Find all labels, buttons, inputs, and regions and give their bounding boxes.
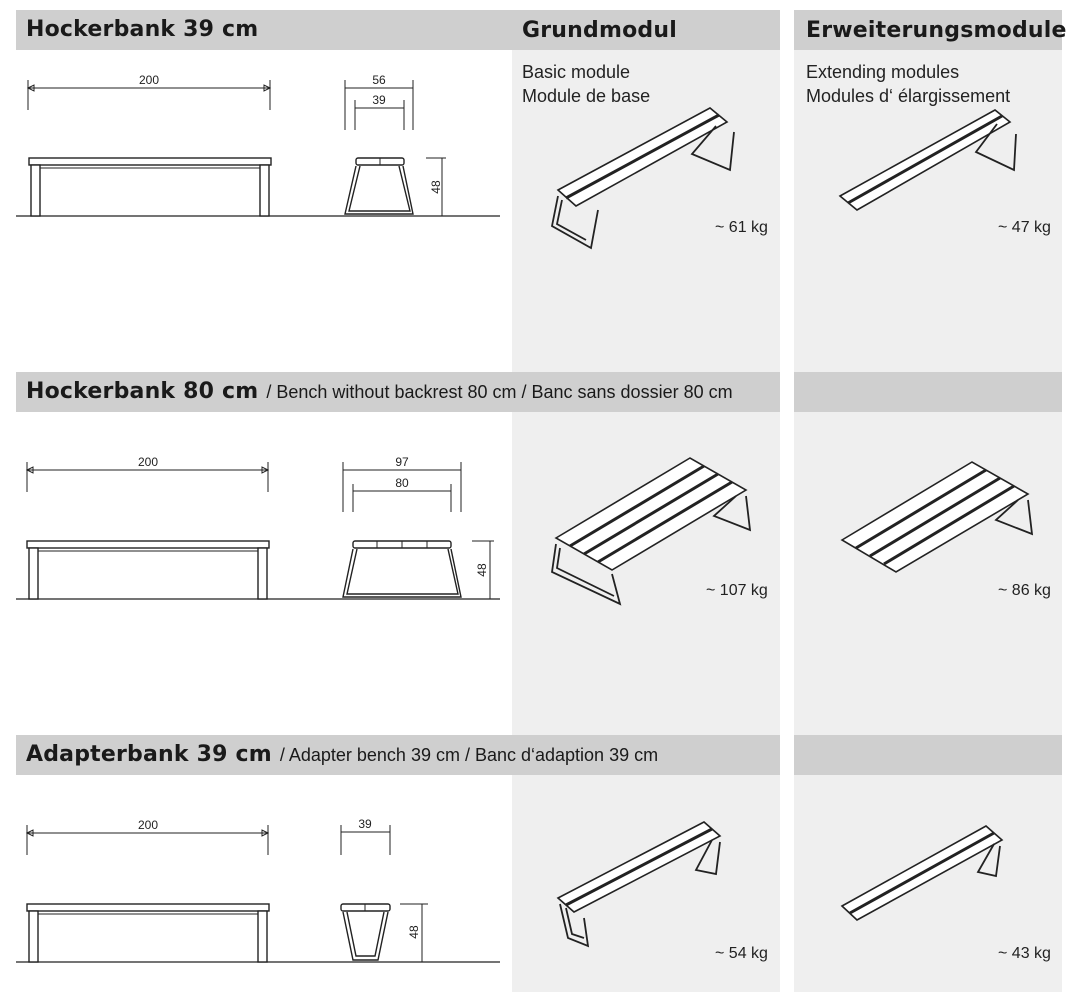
s1-depth-outer-label: 56 <box>372 73 386 87</box>
section-2-basic-weight: ~ 107 kg <box>706 582 768 599</box>
section-1-title-text: Hockerbank 39 cm <box>26 17 259 42</box>
basic-desc-line-1: Basic module <box>522 62 631 82</box>
section-3-extend-weight: ~ 43 kg <box>998 945 1051 962</box>
s2-depth-outer-label: 97 <box>395 455 409 469</box>
s1-length-label: 200 <box>138 73 160 87</box>
s2-length-label: 200 <box>137 455 159 469</box>
s3-length-label: 200 <box>137 818 159 832</box>
section-3-basic-weight: ~ 54 kg <box>715 945 768 962</box>
section-3-title-text: Adapterbank 39 cm <box>26 742 272 767</box>
extend-desc-line-2: Modules d‘ élargissement <box>806 86 1011 106</box>
section-1-extend-weight: ~ 47 kg <box>998 219 1051 236</box>
s3-height-label: 48 <box>407 925 421 939</box>
extend-heading-text: Erweiterungsmodule <box>806 18 1067 43</box>
section-2-title-text: Hockerbank 80 cm <box>26 379 259 404</box>
s3-depth-inner-label: 39 <box>358 817 372 831</box>
section-2-extend-weight: ~ 86 kg <box>998 582 1051 599</box>
s2-depth-inner-label: 80 <box>395 476 409 490</box>
basic-heading-text: Grundmodul <box>522 18 677 43</box>
section-3-subtitle: / Adapter bench 39 cm / Banc d‘adaption 39 cm <box>279 745 659 765</box>
section-1-basic-weight: ~ 61 kg <box>715 219 768 236</box>
s1-depth-inner-label: 39 <box>372 93 386 107</box>
basic-desc-line-2: Module de base <box>522 86 651 106</box>
s1-height-label: 48 <box>429 180 443 194</box>
s2-height-label: 48 <box>475 563 489 577</box>
section-2-subtitle: / Bench without backrest 80 cm / Banc sans dossier 80 cm <box>266 382 733 402</box>
extend-desc-line-1: Extending modules <box>806 62 960 82</box>
